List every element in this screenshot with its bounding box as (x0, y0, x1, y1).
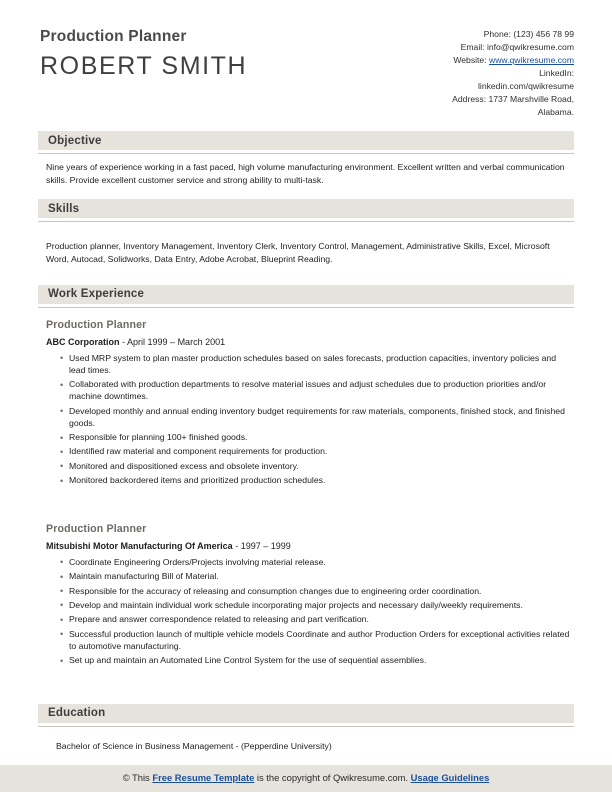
job-dates: April 1999 – March 2001 (127, 336, 226, 347)
job-company-line (46, 337, 572, 347)
section-divider-work-experience (38, 307, 574, 308)
footer-prefix: © This (122, 772, 153, 784)
contact-phone-line (384, 28, 574, 41)
job-bullet-list (46, 353, 572, 487)
job-entry (38, 319, 574, 487)
phone-value: (123) 456 78 99 (513, 29, 574, 39)
section-header-work-experience (38, 285, 574, 304)
header-job-title: Production Planner (40, 28, 187, 45)
job-company-line (46, 541, 572, 551)
candidate-name: ROBERT SMITH (40, 52, 248, 80)
objective-text: Nine years of experience working in a fast paced, high volume manufacturing environment. Excellent written and verbal communication skills. Provide excellent customer service and strong ability to multi-task. (46, 162, 565, 186)
job-bullet: • Set up and maintain an Automated Line Control System for the use of sequential assemblies. (60, 655, 572, 667)
job-bullet: • Maintain manufacturing Bill of Material. (60, 571, 572, 583)
job-bullet: • Responsible for planning 100+ finished goods. (60, 432, 572, 444)
email-label: Email: (460, 42, 485, 53)
website-link[interactable]: www.qwikresume.com (488, 55, 574, 66)
job-bullet: • Monitored backordered items and prioritized production schedules. (60, 475, 572, 487)
section-title-education: Education (48, 707, 106, 720)
contact-linkedin-value-line (384, 80, 574, 93)
job-separator: - (235, 540, 239, 551)
education-spacer (38, 670, 574, 692)
job-role: Production Planner (46, 318, 147, 331)
page-footer (0, 765, 612, 792)
job-dates: 1997 – 1999 (240, 540, 291, 551)
contact-block (384, 26, 574, 119)
contact-website-line (384, 54, 574, 67)
address-label: Address: (452, 94, 487, 105)
job-bullet: • Responsible for the accuracy of releasing and consumption changes due to engineering order coordination. (60, 586, 572, 598)
website-label: Website: (453, 55, 487, 66)
section-title-skills: Skills (48, 202, 80, 215)
job-company: Mitsubishi Motor Manufacturing Of America (46, 540, 233, 551)
job-bullet-list (46, 557, 572, 667)
header-identity (38, 26, 247, 81)
email-value: info@qwikresume.com (486, 42, 574, 53)
skills-text: Production planner, Inventory Management, Inventory Clerk, Inventory Control, Management, Administrative Skills, Excel, Microsoft Word, Autocad, Solidworks, Data Entry, Adobe Acrobat, Blueprint Reading. (46, 241, 550, 265)
job-bullet: • Collaborated with production departments to resolve material issues and adjust schedules due to production priorities and/or machine downtimes. (60, 379, 572, 403)
resume-header (38, 26, 574, 119)
job-separator: - (122, 336, 126, 347)
usage-guidelines-link[interactable]: Usage Guidelines (410, 772, 490, 784)
phone-label: Phone: (483, 29, 511, 39)
address-value-1: 1737 Marshville Road, (488, 94, 574, 105)
linkedin-label: LinkedIn: (539, 68, 574, 79)
job-bullet: • Develop and maintain individual work schedule incorporating major projects and necessary daily/weekly requirements. (60, 600, 572, 612)
section-header-objective (38, 131, 574, 150)
contact-linkedin-label-line (384, 67, 574, 80)
contact-email-line (384, 41, 574, 54)
section-header-education (38, 704, 574, 723)
contact-address-line2 (384, 106, 574, 119)
job-bullet: • Coordinate Engineering Orders/Projects involving material release. (60, 557, 572, 569)
job-bullet: • Developed monthly and annual ending inventory budget requirements for raw materials, components, finished stock, and finished goods. (60, 406, 572, 430)
job-bullet: • Used MRP system to plan master production schedules based on sales forecasts, production capacities, inventory policies and lead times. (60, 353, 572, 377)
contact-address-line1 (384, 93, 574, 106)
section-title-objective: Objective (48, 134, 102, 147)
section-title-work-experience: Work Experience (48, 288, 145, 301)
job-company: ABC Corporation (46, 336, 120, 347)
job-bullet: • Identified raw material and component requirements for production. (60, 446, 572, 458)
job-entry (38, 523, 574, 667)
job-bullet: • Monitored and dispositioned excess and obsolete inventory. (60, 461, 572, 473)
job-bullet: • Successful production launch of multiple vehicle models Coordinate and author Production Orders for exceptional activities related to automotive manufacturing. (60, 629, 572, 653)
education-text: Bachelor of Science in Business Management - (Pepperdine University) (56, 740, 332, 751)
address-value-2: Alabama. (537, 107, 574, 118)
job-spacer (38, 490, 574, 512)
linkedin-value: linkedin.com/qwikresume (478, 81, 574, 92)
job-role: Production Planner (46, 522, 147, 535)
job-bullet: • Prepare and answer correspondence related to releasing and part verification. (60, 614, 572, 626)
free-resume-template-link[interactable]: Free Resume Template (152, 772, 255, 784)
section-header-skills (38, 199, 574, 218)
footer-middle: is the copyright of Qwikresume.com. (254, 772, 411, 784)
